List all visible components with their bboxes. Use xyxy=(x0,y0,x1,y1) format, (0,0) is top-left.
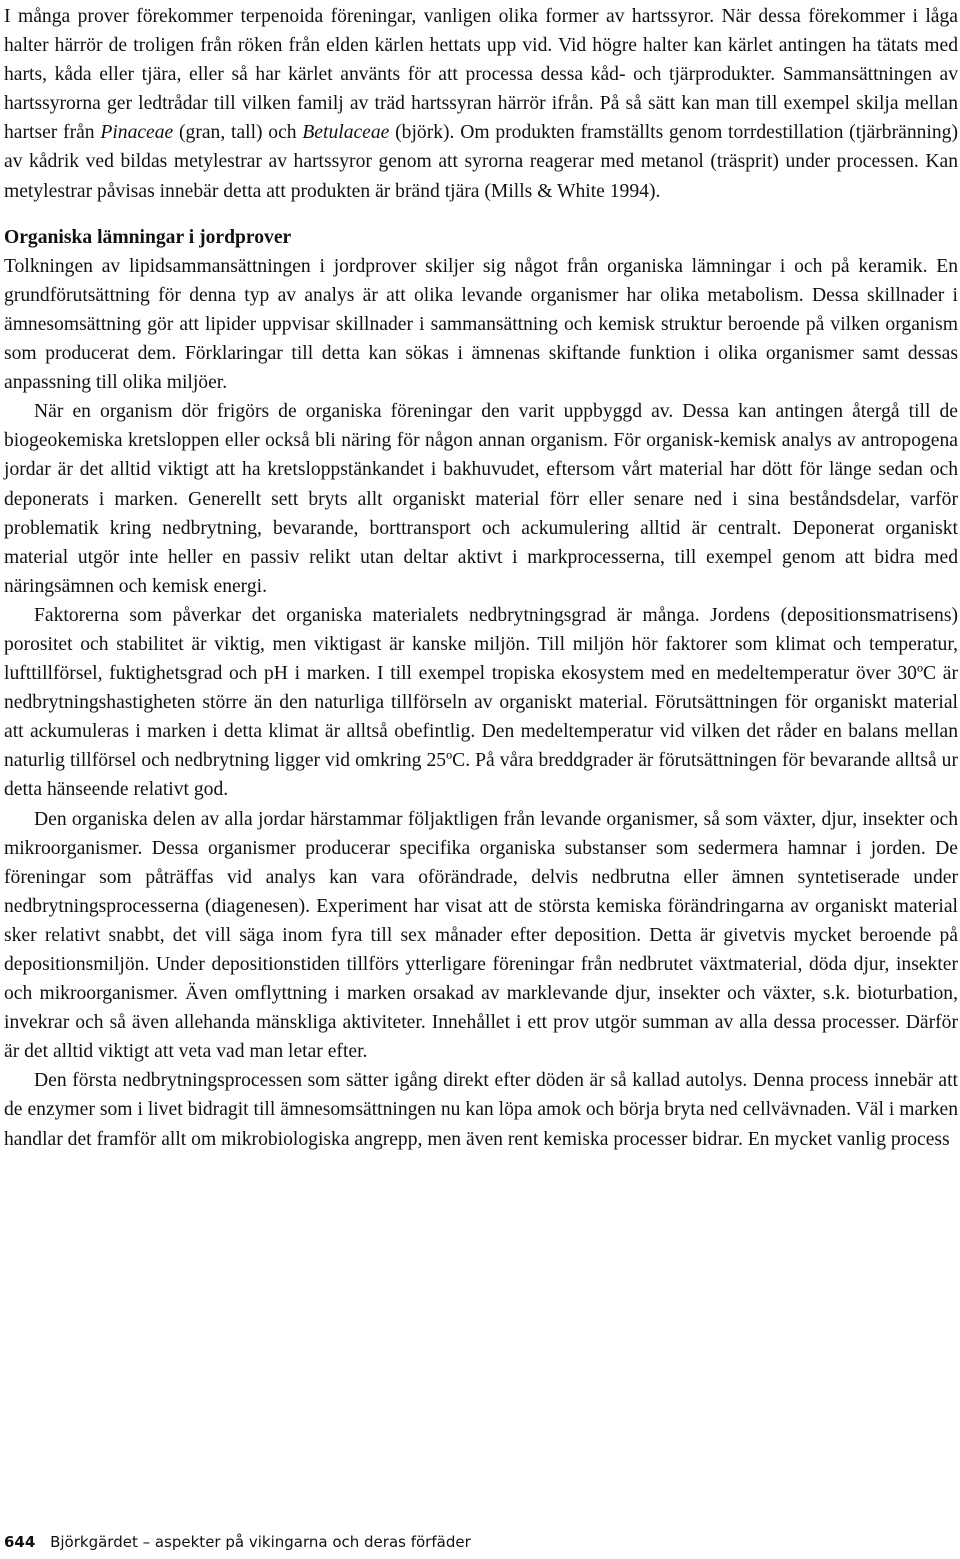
paragraph-text: (gran, tall) och xyxy=(173,122,303,144)
page-footer xyxy=(4,1533,471,1557)
paragraph-faktorerna: Faktorerna som påverkar det organiska materialets nedbrytningsgrad är många. Jordens (depositionsmatrisens) porositet och stabilitet är viktig, men viktigast är kanske miljön. Till miljön hör faktorer som klimat och temperatur, lufttillförsel, fuktighetsgrad och pH i marken. I till exempel tropiska ekosystem med en medeltemperatur över 30ºC är nedbrytningshastigheten större än den naturliga tillförseln av organiskt material. Förutsättningen för organiskt material att ackumuleras i marken i detta klimat är alltså obefintlig. Den medeltemperatur vid vilken det råder en balans mellan naturlig tillförsel och nedbrytning ligger vid omkring 25ºC. På våra breddgrader är förutsättningen för bevarande alltså ur detta hänseende relativt god. xyxy=(4,604,958,801)
paragraph-autolys: Den första nedbrytningsprocessen som sätter igång direkt efter döden är så kallad autolys. Denna process innebär att de enzymer som i livet bidragit till ämnesomsättningen nu kan löpa amok och börja bryta ned cellvävnaden. Väl i marken handlar det framför allt om mikrobiologiska angrepp, men även rent kemiska processer bidrar. En mycket vanlig process xyxy=(4,1070,958,1150)
body-text xyxy=(4,2,958,1154)
page-number: 644 xyxy=(4,1533,36,1551)
running-title: Björkgärdet – aspekter på vikingarna och deras förfäder xyxy=(50,1533,471,1551)
paragraph-tolkningen: Tolkningen av lipidsammansättningen i jordprover skiljer sig något från organiska lämningar i och på keramik. En grundförutsättning för denna typ av analys är att olika levande organismer har olika metabolism. Dessa skillnader i ämnesomsättning gör att lipider uppvisar skillnader i sammansättning och kemisk struktur beroende på vilken organism som producerat dem. Förklaringar till detta kan sökas i ämnenas skiftande funktion i olika organismer samt dessas anpassning till olika miljöer. xyxy=(4,255,958,394)
paragraph-text: I många prover förekommer terpenoida föreningar, vanligen olika former av hartssyror. När dessa förekommer i låga halter härrör de troligen från röken från elden kärlen hettats upp vid. Vid högre halter kan kärlet antingen ha tätats med harts, kåda eller tjära, eller så har kärlet använts för att processa dessa kåd- och tjärprodukter. Sammansättningen av hartssyrorna ger ledtrådar till vilken familj av träd hartssyran härrör ifrån. På så sätt kan man till exempel skilja mellan hartser från xyxy=(4,6,958,144)
paragraph-text: (björk). Om produkten framställts genom torrdestillation (tjärbränning) av kådrik ved bildas metylestrar av hartssyror genom att syrorna reagerar med metanol (träsprit) under processen. Kan metylestrar påvisas innebär detta att produkten är bränd tjära (Mills & White 1994). xyxy=(4,122,958,202)
paragraph-organism: När en organism dör frigörs de organiska föreningar den varit uppbyggd av. Dessa kan antingen återgå till de biogeokemiska kretsloppen eller också bli näring för någon annan organism. För organisk-kemisk analys av antropogena jordar är det alltid viktigt att ha kretsloppstänkandet i bakhuvudet, eftersom vårt material har dött för länge sedan och deponerats i marken. Generellt sett bryts allt organiskt material förr eller senare ned i sina beståndsdelar, varför problematik kring nedbrytning, bevarande, borttransport och ackumulering alltid är centralt. Deponerat organiskt material utgör inte heller en passiv relikt utan deltar aktivt i markprocesserna, till exempel genom att bidra med näringsämnen och kemisk energi. xyxy=(4,401,958,597)
section-heading: Organiska lämningar i jordprover xyxy=(4,226,292,248)
taxon-betulaceae: Betulaceae xyxy=(302,122,390,144)
paragraph-organiska-delen: Den organiska delen av alla jordar härstammar följaktligen från levande organismer, så som växter, djur, insekter och mikroorganismer. Dessa organismer producerar specifika organiska substanser som sedermera hamnar i jorden. De föreningar som påträffas vid analys kan vara oförändrade, delvis nedbrutna eller ämnen syntetiserade under nedbrytningsprocesserna (diagenesen). Experiment har visat att de största kemiska förändringarna av organiskt material sker relativt snabbt, det vill säga inom fyra till sex månader efter deposition. Detta är givetvis mycket beroende på depositionsmiljön. Under depositionstiden tillförs ytterligare föreningar från nedbrutet växtmaterial, döda djur, insekter och mikroorganismer. Även omflyttning i marken orsakad av marklevande djur, insekter och växter, s.k. bioturbation, invekrar och så även allehanda mänskliga aktiviteter. Innehållet i ett prov utgör summan av alla dessa processer. Därför är det alltid viktigt att veta vad man letar efter. xyxy=(4,808,958,1063)
paragraph-hartssyror xyxy=(4,2,958,206)
taxon-pinaceae: Pinaceae xyxy=(100,122,174,144)
